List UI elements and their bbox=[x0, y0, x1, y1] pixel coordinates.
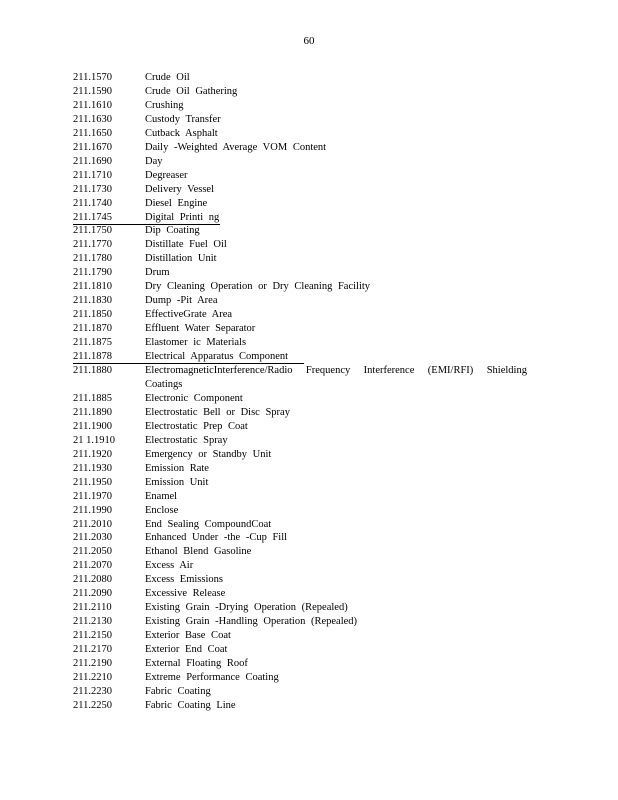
term-word: (EMI/RFI) bbox=[427, 365, 474, 377]
term: Cutback Asphalt bbox=[145, 127, 218, 139]
term: Daily -Weighted Average VOM Content bbox=[145, 141, 327, 153]
term: Elastomer ic Materials bbox=[145, 337, 247, 349]
list-item bbox=[73, 448, 543, 462]
list-item bbox=[73, 294, 543, 308]
term: Excessive Release bbox=[145, 588, 226, 600]
list-item bbox=[73, 183, 543, 197]
section-number: 211.1610 bbox=[73, 99, 112, 111]
list-item bbox=[73, 113, 543, 127]
section-number: 211.2230 bbox=[73, 685, 112, 697]
section-number: 211.1650 bbox=[73, 127, 112, 139]
list-item bbox=[73, 336, 543, 350]
section-number: 211.2080 bbox=[73, 574, 112, 586]
list-item bbox=[73, 322, 543, 336]
section-number: 211.1830 bbox=[73, 295, 112, 307]
section-number: 211.1630 bbox=[73, 113, 112, 125]
section-number: 211.2050 bbox=[73, 546, 112, 558]
term: Crude Oil Gathering bbox=[145, 85, 238, 97]
list-item bbox=[73, 99, 543, 113]
section-number: 211.2190 bbox=[73, 658, 112, 670]
term: Custody Transfer bbox=[145, 113, 221, 125]
term: Crushing bbox=[145, 99, 184, 111]
section-number: 211.1880 bbox=[73, 365, 112, 377]
section-number: 211.1770 bbox=[73, 239, 112, 251]
section-number: 211.1750 bbox=[73, 225, 112, 237]
section-number: 211.2150 bbox=[73, 630, 112, 642]
term: Electrical Apparatus Component bbox=[145, 351, 289, 363]
term: Existing Grain -Handling Operation (Repealed) bbox=[145, 616, 358, 628]
list-item bbox=[73, 197, 543, 211]
list-item-underlined bbox=[73, 211, 543, 225]
section-number: 211.1740 bbox=[73, 197, 112, 209]
term-word: Frequency bbox=[305, 365, 351, 377]
list-item bbox=[73, 490, 543, 504]
section-number: 211.1870 bbox=[73, 323, 112, 335]
section-number: 211.1885 bbox=[73, 392, 112, 404]
section-number: 211.1780 bbox=[73, 253, 112, 265]
page-number: 60 bbox=[303, 35, 315, 47]
section-number: 211.2010 bbox=[73, 518, 112, 530]
term: Exterior Base Coat bbox=[145, 630, 231, 642]
list-item bbox=[73, 685, 543, 699]
term-word: Shielding bbox=[486, 365, 527, 377]
list-item bbox=[73, 155, 543, 169]
section-number: 211.2130 bbox=[73, 616, 112, 628]
list-item bbox=[73, 406, 543, 420]
list-item bbox=[73, 643, 543, 657]
section-number: 211.1570 bbox=[73, 72, 112, 83]
list-item bbox=[73, 629, 543, 643]
term: Delivery Vessel bbox=[145, 183, 214, 195]
section-number: 211.1970 bbox=[73, 490, 112, 502]
list-item bbox=[73, 392, 543, 406]
list-item bbox=[73, 671, 543, 685]
section-number: 211.1590 bbox=[73, 85, 112, 97]
section-number: 211.1790 bbox=[73, 267, 112, 279]
term: Ethanol Blend Gasoline bbox=[145, 546, 252, 558]
term: Electrostatic Prep Coat bbox=[145, 420, 248, 432]
term: Enamel bbox=[145, 490, 178, 502]
list-item bbox=[73, 518, 543, 532]
list-item bbox=[73, 699, 543, 713]
section-number: 211.2090 bbox=[73, 588, 112, 600]
list-item bbox=[73, 476, 543, 490]
term: Electrostatic Bell or Disc Spray bbox=[145, 406, 290, 418]
section-number: 21 1.1910 bbox=[73, 434, 115, 446]
term: Existing Grain -Drying Operation (Repealed) bbox=[145, 602, 348, 614]
list-item bbox=[73, 434, 543, 448]
term: Fabric Coating bbox=[145, 685, 211, 697]
term-word: ElectromagneticInterference/Radio bbox=[145, 365, 293, 377]
section-number: 211.2170 bbox=[73, 644, 112, 656]
list-item bbox=[73, 587, 543, 601]
list-item bbox=[73, 127, 543, 141]
list-item bbox=[73, 141, 543, 155]
list-item bbox=[73, 657, 543, 671]
section-number: 211.2070 bbox=[73, 560, 112, 572]
term: Extreme Performance Coating bbox=[145, 671, 279, 683]
term-word: Interference bbox=[363, 365, 415, 377]
list-item bbox=[73, 85, 543, 99]
term: Emergency or Standby Unit bbox=[145, 448, 272, 460]
section-number: 211.1990 bbox=[73, 504, 112, 516]
list-item bbox=[73, 280, 543, 294]
section-number: 211.1850 bbox=[73, 309, 112, 321]
list-item bbox=[73, 238, 543, 252]
section-number: 211.1670 bbox=[73, 141, 112, 153]
term bbox=[145, 364, 543, 392]
list-item bbox=[73, 308, 543, 322]
section-number: 211.1730 bbox=[73, 183, 112, 195]
list-item bbox=[73, 462, 543, 476]
list-item bbox=[73, 601, 543, 615]
section-number: 211.1875 bbox=[73, 337, 112, 349]
term: Drum bbox=[145, 267, 170, 279]
term: Electrostatic Spray bbox=[145, 434, 228, 446]
list-item bbox=[73, 531, 543, 545]
term: Enhanced Under -the -Cup Fill bbox=[145, 532, 288, 544]
term: Fabric Coating Line bbox=[145, 699, 236, 711]
section-number: 211.1900 bbox=[73, 420, 112, 432]
list-item bbox=[73, 545, 543, 559]
list-item bbox=[73, 224, 543, 238]
list-item bbox=[73, 504, 543, 518]
section-number: 211.1890 bbox=[73, 406, 112, 418]
term: Distillate Fuel Oil bbox=[145, 239, 227, 251]
section-number: 211.1690 bbox=[73, 155, 112, 167]
list-item-underlined bbox=[73, 350, 543, 364]
term: Dry Cleaning Operation or Dry Cleaning Facility bbox=[145, 281, 371, 293]
list-item bbox=[73, 420, 543, 434]
term: Emission Rate bbox=[145, 462, 209, 474]
term: Distillation Unit bbox=[145, 253, 217, 265]
list-item bbox=[73, 573, 543, 587]
term-continuation: Coatings bbox=[145, 378, 183, 390]
term: Crude Oil bbox=[145, 72, 190, 83]
term: Digital Printi ng bbox=[145, 211, 220, 223]
term: Emission Unit bbox=[145, 476, 209, 488]
list-item bbox=[73, 266, 543, 280]
list-item bbox=[73, 169, 543, 183]
term: Dump -Pit Area bbox=[145, 295, 218, 307]
term: Diesel Engine bbox=[145, 197, 208, 209]
list-item bbox=[73, 559, 543, 573]
section-number: 211.2030 bbox=[73, 532, 112, 544]
list-item bbox=[73, 615, 543, 629]
term: Degreaser bbox=[145, 169, 188, 181]
term: Enclose bbox=[145, 504, 179, 516]
definitions-list bbox=[73, 71, 543, 713]
term-first-line bbox=[145, 364, 527, 378]
section-number: 211.1930 bbox=[73, 462, 112, 474]
section-number: 211.2110 bbox=[73, 602, 112, 614]
list-item bbox=[73, 364, 543, 392]
term: Electronic Component bbox=[145, 392, 243, 404]
list-item bbox=[73, 252, 543, 266]
term: EffectiveGrate Area bbox=[145, 309, 233, 321]
section-number: 211.1810 bbox=[73, 281, 112, 293]
term: End Sealing CompoundCoat bbox=[145, 518, 272, 530]
term: Dip Coating bbox=[145, 225, 200, 237]
section-number: 211.2250 bbox=[73, 699, 112, 711]
section-number: 211.1878 bbox=[73, 351, 112, 363]
term: Excess Air bbox=[145, 560, 194, 572]
list-item bbox=[73, 71, 543, 85]
section-number: 211.2210 bbox=[73, 671, 112, 683]
term: Excess Emissions bbox=[145, 574, 223, 586]
section-number: 211.1710 bbox=[73, 169, 112, 181]
section-number: 211.1920 bbox=[73, 448, 112, 460]
term: External Floating Roof bbox=[145, 658, 248, 670]
section-number: 211.1950 bbox=[73, 476, 112, 488]
term: Exterior End Coat bbox=[145, 644, 228, 656]
section-number: 211.1745 bbox=[73, 211, 112, 223]
term: Effluent Water Separator bbox=[145, 323, 256, 335]
term: Day bbox=[145, 155, 163, 167]
